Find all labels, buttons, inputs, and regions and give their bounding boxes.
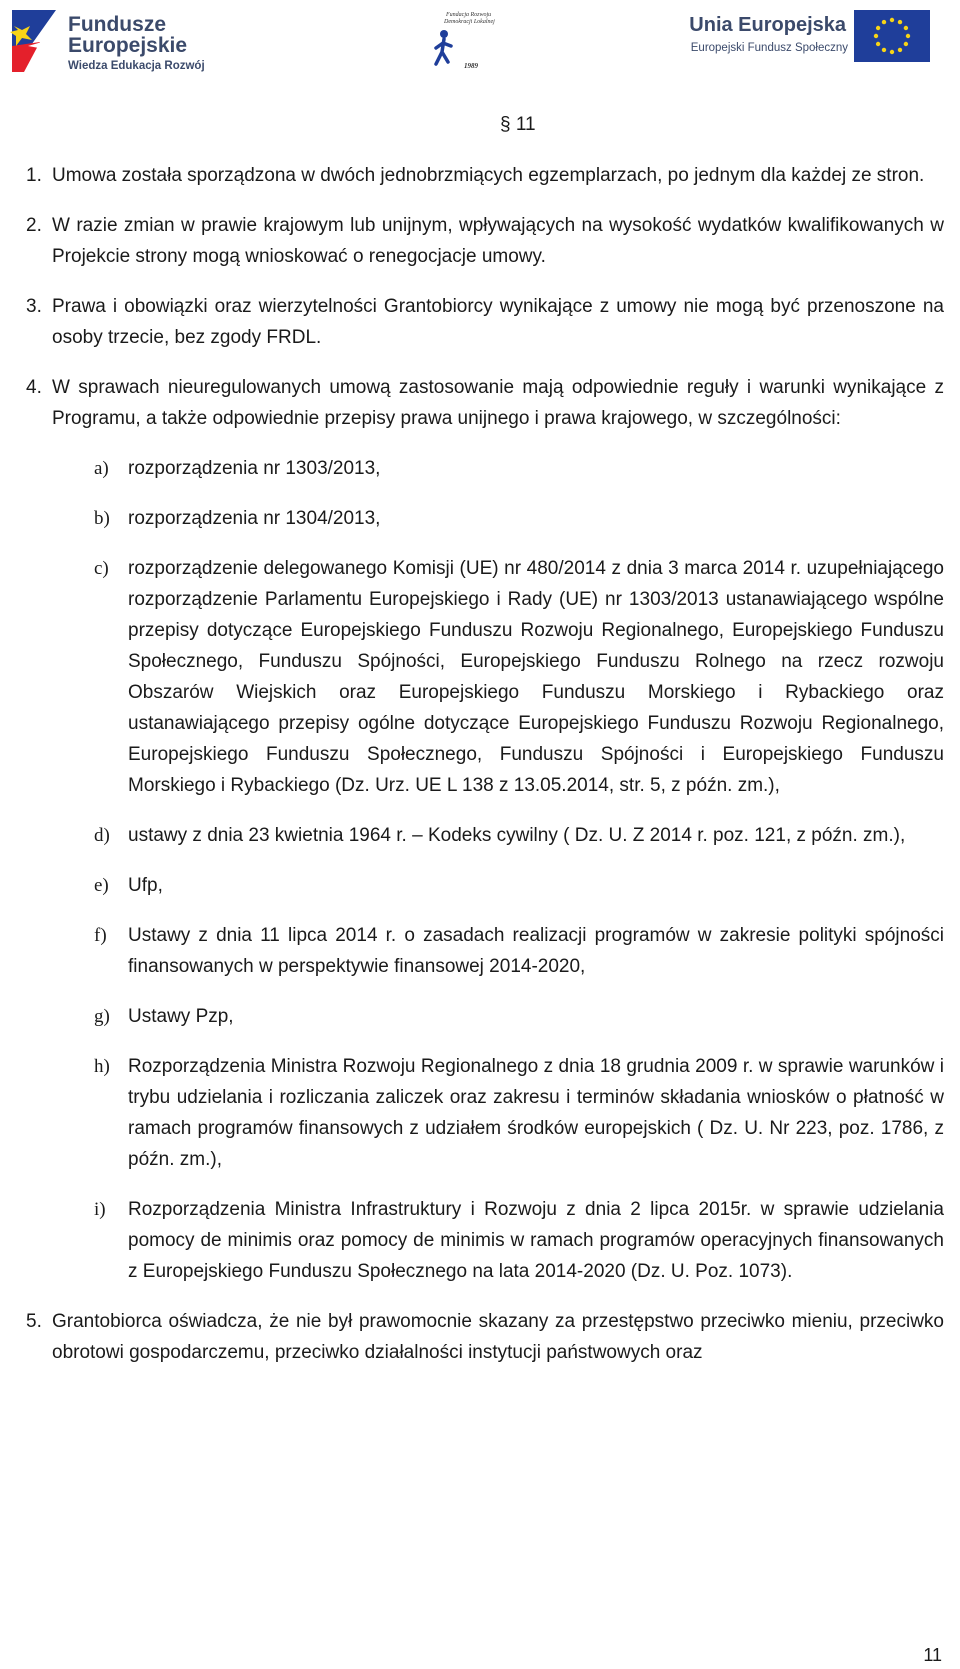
paragraph-2 [26,210,944,272]
list-item-text: rozporządzenia nr 1304/2013, [128,508,381,529]
unia-europejska-logo [676,8,956,68]
list-item-b [94,503,944,534]
frdl-logo [430,10,500,72]
list-item-text: Ufp, [128,875,163,896]
list-item-e [94,870,944,901]
paragraph-text: W razie zmian w prawie krajowym lub unijnym, wpływających na wysokość wydatków kwalifikowanych w Projekcie strony mogą wnioskować o renegocjacje umowy. [52,215,944,267]
paragraph-text: W sprawach nieuregulowanych umową zastosowanie mają odpowiednie reguły i warunki wynikające z Programu, a także odpowiednie przepisy prawa unijnego i prawa krajowego, w szczególności: [52,377,944,429]
fundusze-europejskie-emblem-icon [10,6,62,74]
list-item-text: Ustawy z dnia 11 lipca 2014 r. o zasadach realizacji programów w zakresie polityki spójności finansowanych w perspektywie finansowej 2014-2020, [128,925,944,977]
list-item-text: ustawy z dnia 23 kwietnia 1964 r. – Kodeks cywilny ( Dz. U. Z 2014 r. poz. 121, z późn. zm.), [128,825,906,846]
frdl-logo-line1: Fundacja Rozwoju [446,12,492,18]
paragraph-1 [26,160,944,191]
ue-logo-title: Unia Europejska [689,14,846,36]
list-item-f [94,920,944,982]
ue-logo-subtitle: Europejski Fundusz Społeczny [690,42,848,54]
paragraph-text: Grantobiorca oświadcza, że nie był prawomocnie skazany za przestępstwo przeciwko mieniu, przeciwko obrotowi gospodarczemu, przeciwko działalności instytucji państwowych oraz [52,1311,944,1363]
page-number: 11 [923,1645,942,1665]
list-letter: f) [94,925,107,946]
list-item-h [94,1051,944,1175]
fundusze-europejskie-logo [10,6,220,76]
fe-logo-line1: Fundusze [68,13,166,36]
list-letter: d) [94,825,110,846]
section-heading: § 11 [500,114,536,135]
paragraph-number: 1. [26,165,42,186]
list-item-text: rozporządzenia nr 1303/2013, [128,458,381,479]
fe-logo-line2: Europejskie [68,34,188,57]
list-letter: c) [94,558,109,579]
frdl-logo-year: 1989 [464,62,478,70]
paragraph-text: Umowa została sporządzona w dwóch jednobrzmiących egzemplarzach, po jednym dla każdej ze stron. [52,165,925,186]
list-item-a [94,453,944,484]
paragraph-4 [26,372,944,434]
list-item-d [94,820,944,851]
list-item-text: Rozporządzenia Ministra Infrastruktury i Rozwoju z dnia 2 lipca 2015r. w sprawie udzielania pomocy de minimis oraz pomocy de minimis w ramach programów operacyjnych finansowanych z Europejskiego Funduszu Społecznego na lata 2014-2020 (Dz. U. Poz. 1073). [128,1199,944,1282]
frdl-logo-line2: Demokracji Lokalnej [444,19,495,25]
paragraph-3 [26,291,944,353]
list-item-i [94,1194,944,1287]
paragraph-number: 3. [26,296,42,317]
paragraph-5 [26,1306,944,1368]
list-item-c [94,553,944,801]
document-body [26,160,944,1368]
list-letter: b) [94,508,110,529]
page-header [0,0,960,90]
list-item-text: Rozporządzenia Ministra Rozwoju Regionalnego z dnia 18 grudnia 2009 r. w sprawie warunków i trybu udzielania i rozliczania zaliczek oraz zakresu i terminów składania wniosków o płatność w ramach programów finansowych z udziałem środków europejskich ( Dz. U. Nr 223, poz. 1786, z późn. zm.), [128,1056,944,1170]
paragraph-number: 5. [26,1311,42,1332]
list-item-text: Ustawy Pzp, [128,1006,234,1027]
list-letter: h) [94,1056,110,1077]
list-item-text: rozporządzenie delegowanego Komisji (UE) nr 480/2014 z dnia 3 marca 2014 r. uzupełniającego rozporządzenie Parlamentu Europejskiego i Rady (UE) nr 1303/2013 ustanawiającego wspólne przepisy dotyczące Europejskiego Funduszu Rozwoju Regionalnego, Europejskiego Funduszu Społecznego, Funduszu Spójności, Europejskiego Funduszu Rolnego na rzecz rozwoju Obszarów Wiejskich oraz Europejskiego Funduszu Morskiego i Rybackiego oraz ustanawiającego przepisy ogólne dotyczące Europejskiego Funduszu Rozwoju Regionalnego, Europejskiego Funduszu Społecznego, Funduszu Spójności i Europejskiego Funduszu Morskiego i Rybackiego (Dz. Urz. UE L 138 z 13.05.2014, str. 5, z późn. zm.), [128,558,944,796]
paragraph-text: Prawa i obowiązki oraz wierzytelności Grantobiorcy wynikające z umowy nie mogą być przenoszone na osoby trzecie, bez zgody FRDL. [52,296,944,348]
paragraph-number: 4. [26,377,42,398]
list-letter: a) [94,458,109,479]
list-letter: i) [94,1199,106,1220]
fe-logo-tagline: Wiedza Edukacja Rozwój [68,60,205,72]
eu-flag-icon [854,10,930,62]
paragraph-number: 2. [26,215,42,236]
list-letter: g) [94,1006,110,1027]
list-item-g [94,1001,944,1032]
list-letter: e) [94,875,109,896]
